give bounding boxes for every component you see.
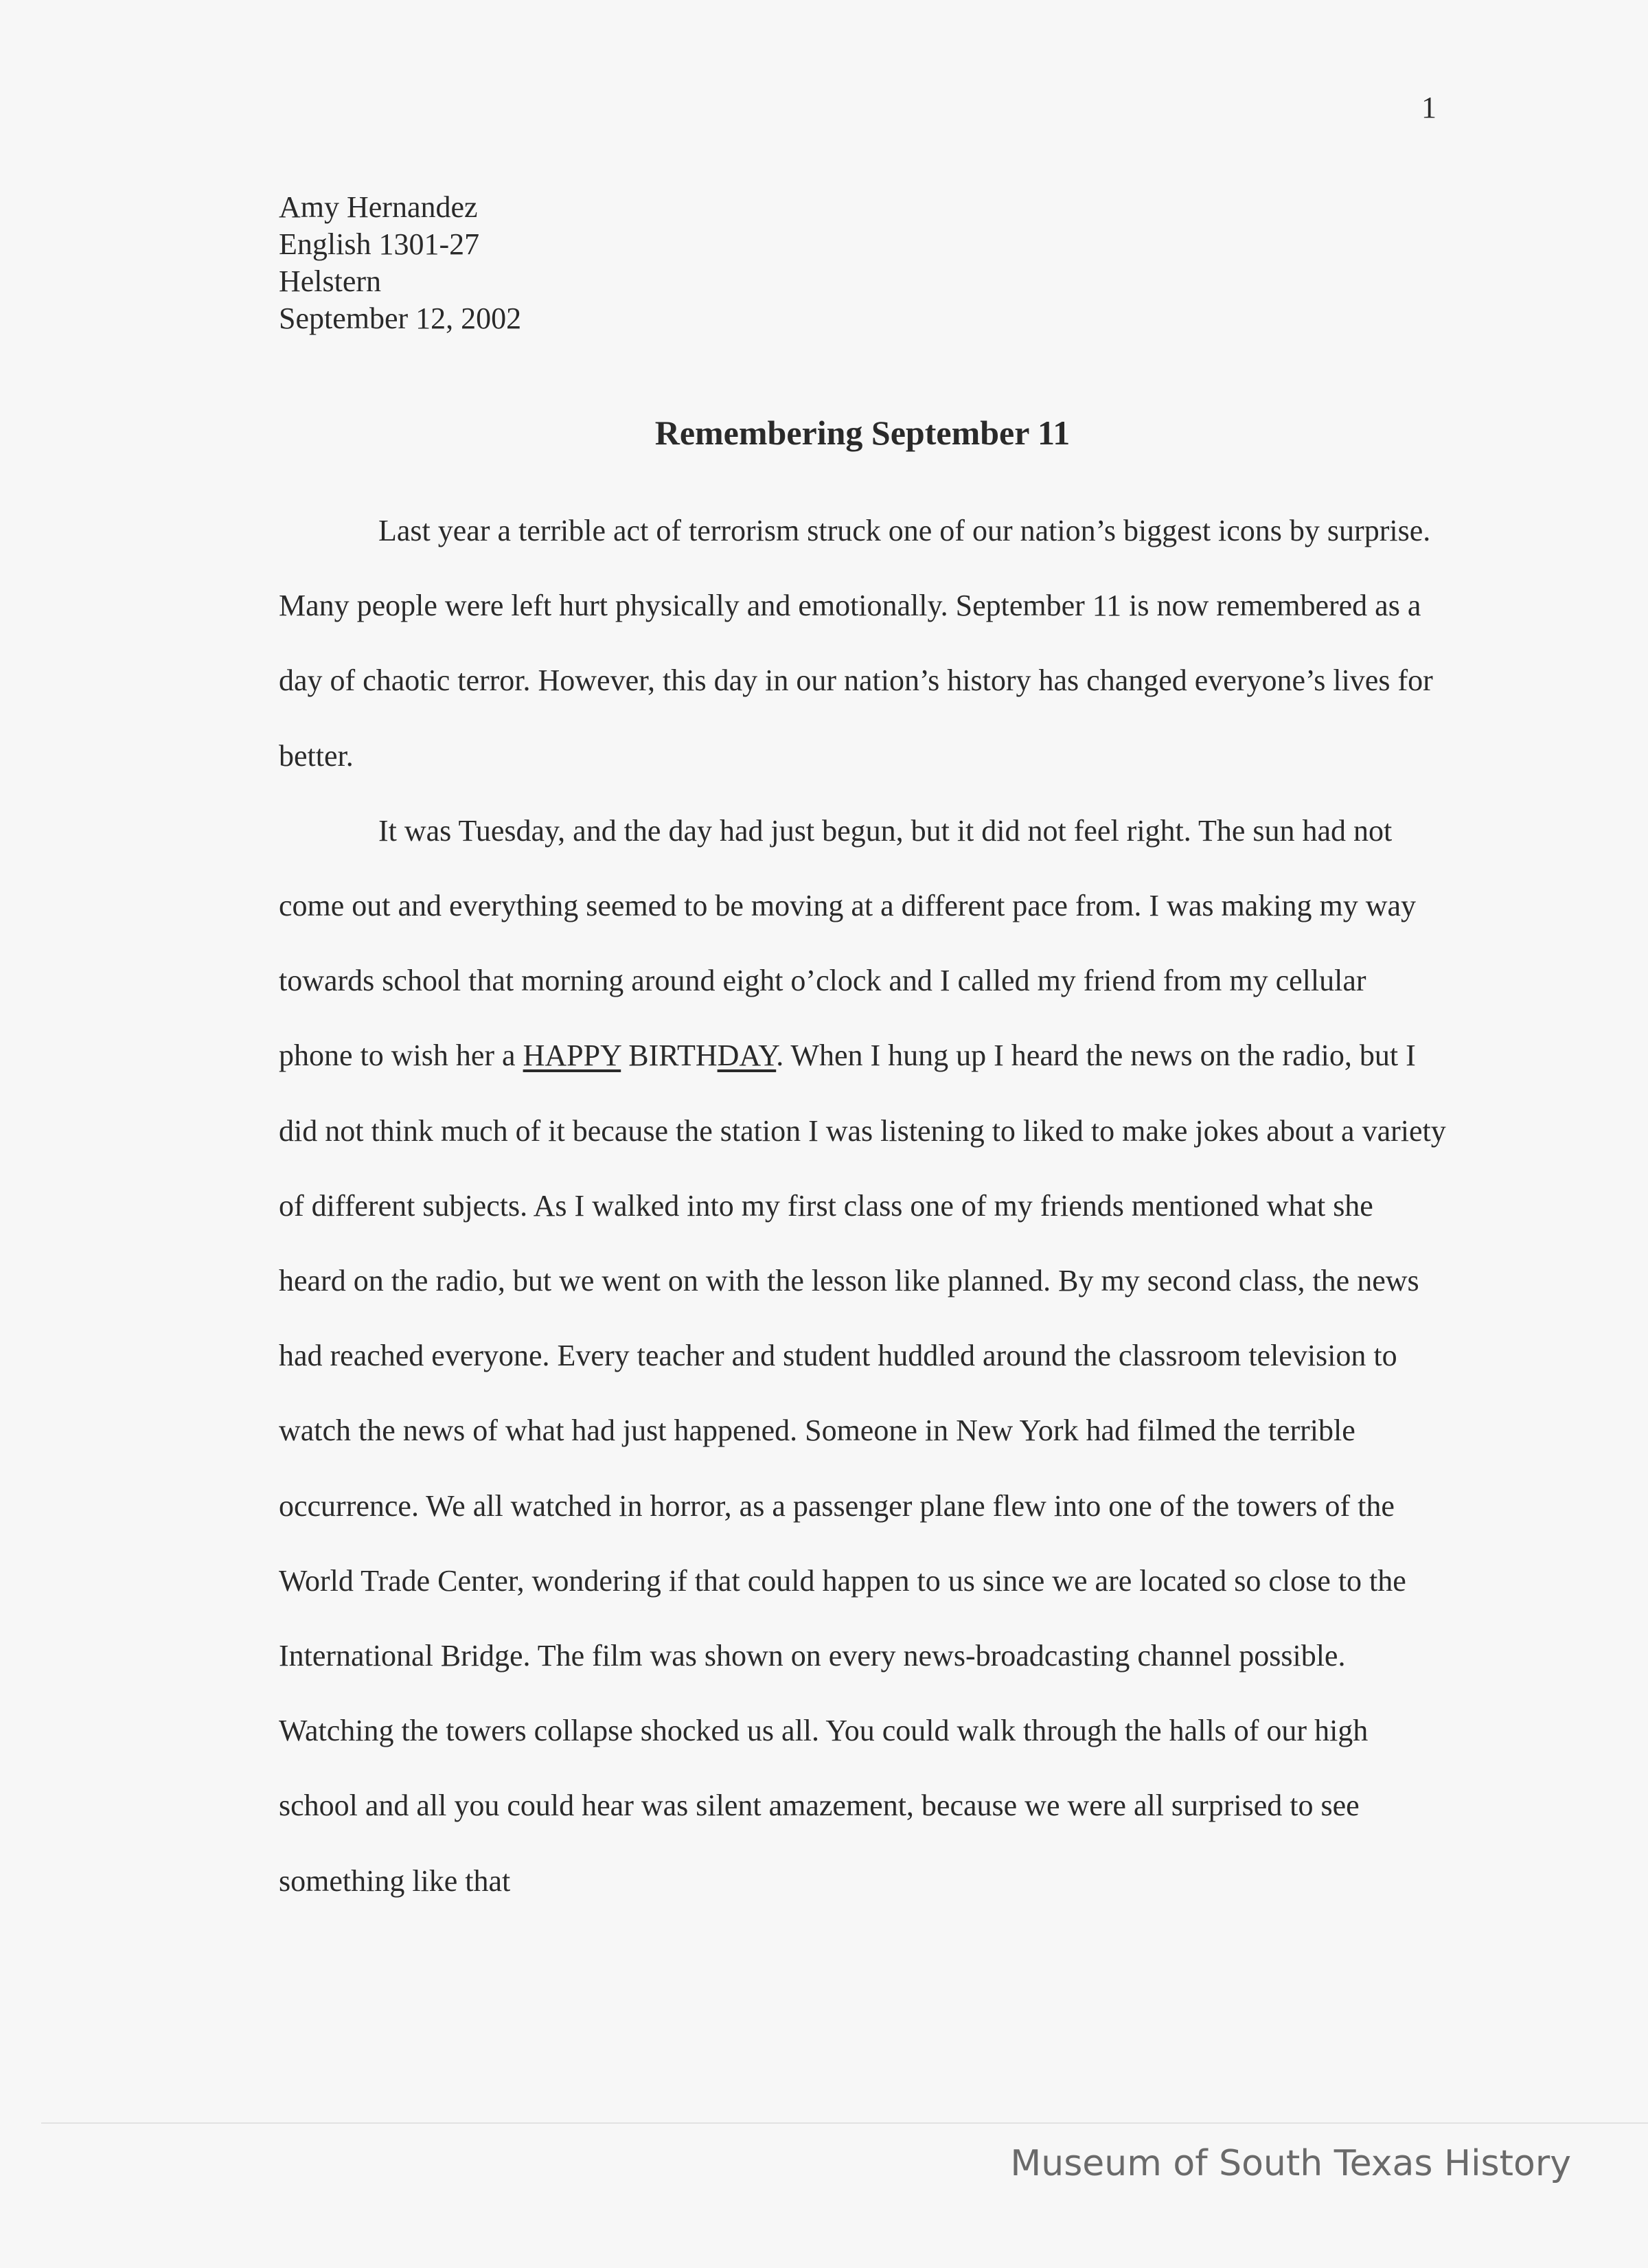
essay-title: Remembering September 11 — [654, 413, 1071, 452]
course-name: English 1301-27 — [279, 227, 480, 261]
footer-divider — [41, 2122, 1648, 2124]
word-space — [621, 1039, 628, 1072]
author-name: Amy Hernandez — [279, 190, 478, 224]
essay-header — [279, 189, 521, 337]
paragraph-1: Last year a terrible act of terrorism struck one of our nation’s biggest icons by surprise. Many people were left hurt physically and emotionally. September 11 is now remembered as a day of chaotic terror. However, this day in our nation’s history has changed everyone’s lives for better. — [279, 514, 1433, 773]
birth-text: BIRTH — [628, 1039, 718, 1073]
paragraph-2-text-end: . When I hung up I heard the news on the radio, but I did not think much of it because the station I was listening to liked to make jokes about a variety of different subjects. As I walked into my first class one of my friends mentioned what she heard on the radio, but we went on with the lesson like planned. By my second class, the news had reached everyone. Every teacher and student huddled around the classroom television to watch the news of what had just happened. Someone in New York had filmed the terrible occurrence. We all watched in horror, as a passenger plane flew into one of the towers of the World Trade Center, wondering if that could happen to us since we are located so close to the International Bridge. The film was shown on every news-broadcasting channel possible. Watching the towers collapse shocked us all. You could walk through the halls of our high school and all you could hear was silent amazement, because we were all surprised to see something like that — [279, 1039, 1446, 1898]
essay-date: September 12, 2002 — [279, 302, 522, 335]
instructor-name: Helstern — [279, 264, 382, 298]
underlined-day: DAY — [717, 1039, 777, 1073]
essay-body — [279, 493, 1446, 1918]
page-number: 1 — [1421, 91, 1437, 124]
paragraph-2-text-start: It was Tuesday, and the day had just begun, but it did not feel right. The sun had not come out and everything seemed to be moving at a different pace from. I was making my way towards school that morning around eight o’clock and I called my friend from my cellular phone to wish her a — [279, 813, 1416, 1073]
museum-watermark: Museum of South Texas History — [1010, 2143, 1571, 2184]
paragraph-2 — [279, 793, 1446, 1918]
underlined-happy: HAPPY — [523, 1039, 621, 1073]
